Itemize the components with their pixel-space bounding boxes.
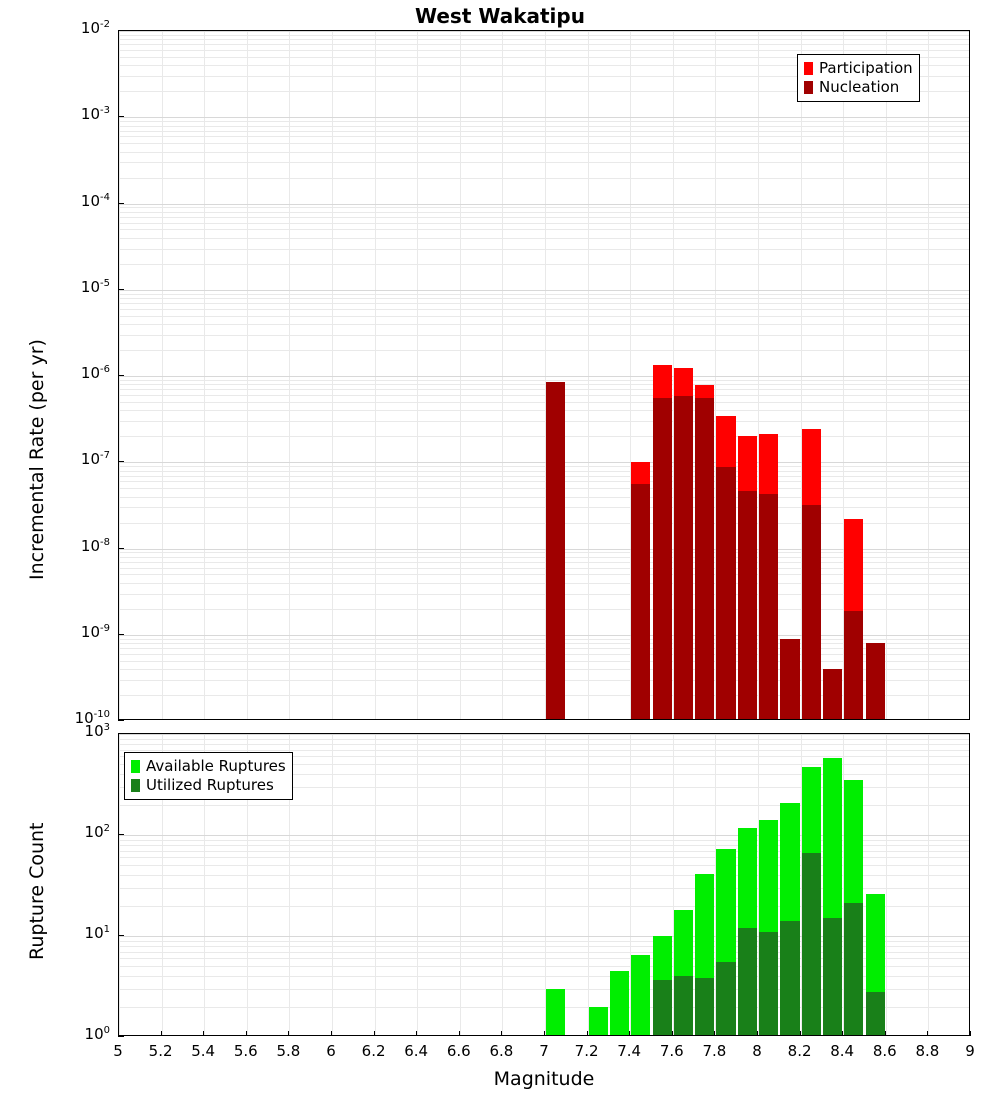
bar [653, 980, 672, 1036]
x-tick-label: 8.4 [830, 1042, 855, 1060]
x-tick-mark [672, 1031, 673, 1036]
bar [738, 491, 757, 720]
y-tick-label: $10^0$ [84, 1025, 110, 1043]
x-tick-mark [800, 1031, 801, 1036]
x-tick-mark [970, 1031, 971, 1036]
top-legend [797, 54, 920, 102]
x-tick-label: 5.4 [191, 1042, 216, 1060]
x-tick-label: 6.6 [446, 1042, 471, 1060]
x-tick-label: 7.6 [659, 1042, 684, 1060]
x-tick-label: 7.8 [702, 1042, 727, 1060]
bar [695, 978, 714, 1036]
bar [546, 1035, 565, 1036]
x-tick-mark [501, 1031, 502, 1036]
participation-swatch [804, 62, 813, 75]
bar [653, 398, 672, 720]
y-tick-label: $10^2$ [84, 823, 110, 841]
y-tick-mark [118, 834, 124, 835]
y-tick-mark [118, 116, 124, 117]
y-tick-mark [118, 733, 124, 734]
bar [674, 976, 693, 1036]
legend-item-utilized-ruptures [131, 776, 286, 795]
bar [674, 396, 693, 720]
x-tick-label: 6.8 [489, 1042, 514, 1060]
x-tick-label: 8 [752, 1042, 762, 1060]
nucleation-swatch [804, 81, 813, 94]
x-axis-label: Magnitude [493, 1068, 595, 1090]
bar [695, 398, 714, 720]
bar [589, 1007, 608, 1036]
x-tick-label: 7.2 [574, 1042, 599, 1060]
legend-item-available-ruptures [131, 757, 286, 776]
bar [631, 1035, 650, 1036]
y-tick-label: $10^{-3}$ [80, 105, 110, 124]
legend-label-participation: Participation [819, 59, 913, 77]
legend-label-available-ruptures: Available Ruptures [146, 757, 286, 775]
bar [823, 669, 842, 720]
top-y-axis-label: Incremental Rate (per yr) [26, 339, 48, 580]
y-tick-label: $10^3$ [84, 722, 110, 740]
bar [631, 484, 650, 720]
bar [844, 903, 863, 1036]
bar [738, 928, 757, 1036]
y-tick-label: $10^1$ [84, 924, 110, 942]
x-tick-label: 6.4 [404, 1042, 429, 1060]
x-tick-mark [374, 1031, 375, 1036]
y-tick-label: $10^{-7}$ [80, 450, 110, 469]
x-tick-label: 9 [965, 1042, 975, 1060]
bar [802, 505, 821, 720]
bar [866, 992, 885, 1036]
y-tick-label: $10^{-10}$ [74, 709, 110, 727]
bar [844, 611, 863, 720]
x-tick-mark [757, 1031, 758, 1036]
bar [759, 932, 778, 1036]
bar [610, 971, 629, 1036]
incremental-rate-plot [118, 30, 970, 720]
x-tick-mark [842, 1031, 843, 1036]
x-tick-mark [629, 1031, 630, 1036]
x-tick-label: 6.2 [361, 1042, 386, 1060]
x-tick-label: 8.8 [915, 1042, 940, 1060]
bar [866, 643, 885, 720]
x-tick-mark [459, 1031, 460, 1036]
y-tick-label: $10^{-5}$ [80, 277, 110, 296]
x-tick-mark [885, 1031, 886, 1036]
bar [759, 494, 778, 720]
y-tick-mark [118, 548, 124, 549]
y-tick-label: $10^{-4}$ [80, 191, 110, 210]
y-tick-label: $10^{-9}$ [80, 622, 110, 641]
bar [546, 382, 565, 720]
x-tick-label: 7.4 [617, 1042, 642, 1060]
bar [780, 921, 799, 1036]
y-tick-mark [118, 935, 124, 936]
y-tick-mark [118, 1036, 124, 1037]
x-tick-label: 5.6 [233, 1042, 258, 1060]
x-tick-label: 5.2 [148, 1042, 173, 1060]
x-tick-mark [416, 1031, 417, 1036]
x-tick-mark [714, 1031, 715, 1036]
y-tick-mark [118, 203, 124, 204]
x-tick-mark [544, 1031, 545, 1036]
x-tick-label: 5 [113, 1042, 123, 1060]
bar [546, 989, 565, 1036]
x-tick-mark [203, 1031, 204, 1036]
y-tick-label: $10^{-2}$ [80, 19, 110, 37]
x-tick-label: 6 [326, 1042, 336, 1060]
x-tick-mark [587, 1031, 588, 1036]
bar [631, 955, 650, 1036]
bar [716, 467, 735, 720]
legend-item-nucleation [804, 78, 913, 97]
y-tick-mark [118, 634, 124, 635]
bottom-y-axis-label: Rupture Count [26, 822, 48, 960]
x-tick-mark [288, 1031, 289, 1036]
legend-item-participation [804, 59, 913, 78]
available-ruptures-swatch [131, 760, 140, 773]
y-tick-label: $10^{-8}$ [80, 536, 110, 555]
y-tick-mark [118, 375, 124, 376]
legend-label-utilized-ruptures: Utilized Ruptures [146, 776, 274, 794]
y-tick-mark [118, 289, 124, 290]
y-tick-label: $10^{-6}$ [80, 364, 110, 382]
bar [716, 962, 735, 1036]
bar [780, 639, 799, 720]
y-tick-mark [118, 30, 124, 31]
utilized-ruptures-swatch [131, 779, 140, 792]
bottom-legend [124, 752, 293, 800]
x-tick-mark [331, 1031, 332, 1036]
legend-label-nucleation: Nucleation [819, 78, 900, 96]
page-title: West Wakatipu [415, 4, 585, 28]
x-tick-mark [118, 1031, 119, 1036]
bar [802, 853, 821, 1036]
y-tick-mark [118, 720, 124, 721]
x-tick-mark [927, 1031, 928, 1036]
x-tick-label: 7 [539, 1042, 549, 1060]
bar [823, 918, 842, 1036]
y-tick-mark [118, 461, 124, 462]
x-tick-label: 5.8 [276, 1042, 301, 1060]
x-tick-mark [161, 1031, 162, 1036]
x-tick-label: 8.6 [872, 1042, 897, 1060]
x-tick-mark [246, 1031, 247, 1036]
x-tick-label: 8.2 [787, 1042, 812, 1060]
